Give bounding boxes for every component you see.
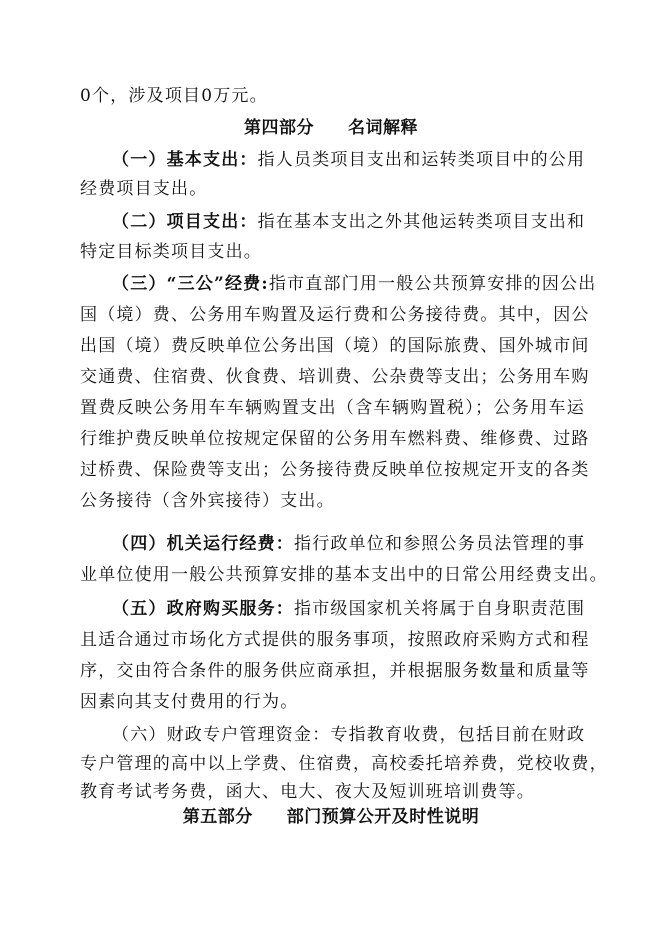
definition-2-line-1 [112,210,585,234]
definition-4-line-2: 业单位使用一般公共预算安排的基本支出中的日常公用经费支出。 [80,565,608,585]
definition-2-term: （二）项目支出： [112,212,258,232]
definition-3-line-8: 公务接待（含外宾接待）支出。 [80,491,335,511]
definition-3-text: 指市直部门用一般公共预算安排的因公出 [268,274,597,294]
definition-1-term: （一）基本支出： [112,150,258,170]
definition-5-line-4: 因素向其支付费用的行为。 [80,692,299,712]
definition-3-line-1 [112,272,597,296]
part4-title: 名词解释 [348,118,418,138]
section-heading-part5 [0,805,662,829]
definition-2-text: 指在基本支出之外其他运转类项目支出和 [257,212,586,232]
definition-3-line-7: 过桥费、保险费等支出；公务接待费反映单位按规定开支的各类 [80,460,590,480]
definition-6-term: （六）财政专户管理资金： [112,725,331,745]
definition-6-line-1 [112,723,585,747]
definition-6-text: 专指教育收费，包括目前在财政 [330,725,586,745]
definition-5-text: 指市级国家机关将属于自身职责范围 [294,599,586,619]
definition-5-term: （五）政府购买服务： [112,599,294,619]
definition-3-term: （三）“三公”经费: [112,274,269,294]
part5-title: 部门预算公开及时性说明 [286,807,480,827]
definition-3-line-5: 置费反映公务用车车辆购置支出（含车辆购置税）；公务用车运 [80,398,585,418]
definition-1-line-2: 经费项目支出。 [80,179,208,199]
definition-5-line-3: 序，交由符合条件的服务供应商承担，并根据服务数量和质量等 [80,661,590,681]
definition-6-line-2: 专户管理的高中以上学费、住宿费，高校委托培养费，党校收费， [80,754,608,774]
part4-number: 第四部分 [244,118,314,138]
definition-3-line-6: 行维护费反映单位按规定保留的公务用车燃料费、维修费、过路 [80,429,590,449]
definition-4-term: （四）机关运行经费： [112,534,294,554]
definition-4-line-1 [112,532,585,556]
section-heading-part4 [0,116,662,140]
lead-line: 0个，涉及项目0万元。 [80,86,268,106]
definition-2-line-2: 特定目标类项目支出。 [80,242,262,262]
definition-6-line-3: 教育考试考务费，函大、电大、夜大及短训班培训费等。 [80,782,535,802]
definition-5-line-2: 且适合通过市场化方式提供的服务事项，按照政府采购方式和程 [80,630,590,650]
definition-1-text: 指人员类项目支出和运转类项目中的公用 [257,150,586,170]
definition-5-line-1 [112,597,585,621]
definition-3-line-2: 国（境）费、公务用车购置及运行费和公务接待费。其中，因公 [80,305,590,325]
definition-1-line-1 [112,148,585,172]
part5-number: 第五部分 [182,807,253,827]
definition-3-line-4: 交通费、住宿费、伙食费、培训费、公杂费等支出；公务用车购 [80,367,590,387]
definition-4-text: 指行政单位和参照公务员法管理的事 [294,534,586,554]
definition-3-line-3: 出国（境）费反映单位公务出国（境）的国际旅费、国外城市间 [80,336,590,356]
